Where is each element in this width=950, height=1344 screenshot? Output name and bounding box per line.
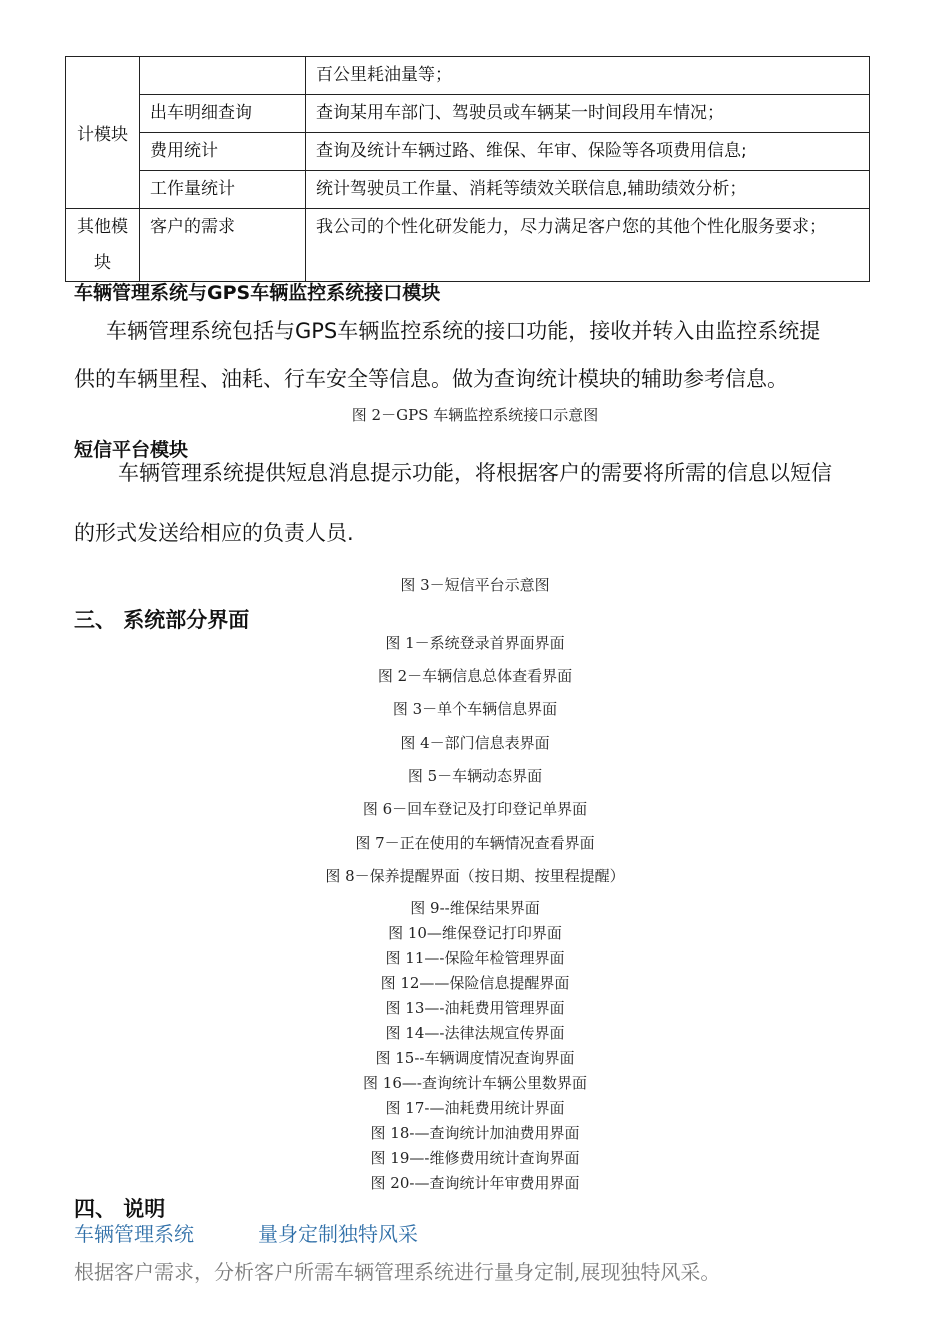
figure-caption: 图 5－车辆动态界面: [407, 767, 543, 785]
function-cell: 工作量统计: [140, 171, 306, 209]
tagline-right: 量身定制独特风采: [258, 1222, 418, 1246]
figure-caption: 图 13—-油耗费用管理界面: [385, 999, 565, 1017]
figure-caption: 图 7－正在使用的车辆情况查看界面: [355, 834, 595, 852]
gps-caption: 图 2－GPS 车辆监控系统接口示意图: [351, 406, 599, 424]
figure-caption: 图 16—-查询统计车辆公里数界面: [363, 1074, 587, 1092]
figure-caption: 图 6－回车登记及打印登记单界面: [362, 800, 588, 818]
figure-caption: 图 10—维保登记打印界面: [388, 924, 562, 942]
tagline-left: 车辆管理系统: [74, 1222, 194, 1246]
sms-heading: 短信平台模块: [74, 439, 189, 461]
description-cell: 百公里耗油量等；: [306, 57, 870, 95]
figure-caption: 图 20-—查询统计年审费用界面: [370, 1174, 580, 1192]
gps-heading: 车辆管理系统与GPS车辆监控系统接口模块: [74, 282, 441, 304]
sms-paragraph-line1: 车辆管理系统提供短息消息提示功能，将根据客户的需要将所需的信息以短信: [118, 461, 832, 485]
sms-paragraph-line2: 的形式发送给相应的负责人员.: [74, 521, 354, 545]
figure-caption: 图 17-—油耗费用统计界面: [385, 1099, 565, 1117]
gps-paragraph-line2: 供的车辆里程、油耗、行车安全等信息。做为查询统计模块的辅助参考信息。: [74, 367, 788, 391]
figure-caption: 图 9--维保结果界面: [410, 899, 540, 917]
function-cell: 费用统计: [140, 133, 306, 171]
figure-caption: 图 11—-保险年检管理界面: [385, 949, 565, 967]
figure-caption: 图 18-—查询统计加油费用界面: [370, 1124, 580, 1142]
description-cell: 查询某用车部门、驾驶员或车辆某一时间段用车情况；: [306, 95, 870, 133]
sms-caption: 图 3－短信平台示意图: [400, 576, 550, 594]
module-cell: 计模块: [66, 57, 140, 209]
section4-paragraph: 根据客户需求，分析客户所需车辆管理系统进行量身定制,展现独特风采。: [74, 1260, 721, 1284]
figure-caption: 图 12——保险信息提醒界面: [380, 974, 570, 992]
description-cell: 统计驾驶员工作量、消耗等绩效关联信息,辅助绩效分析；: [306, 171, 870, 209]
module-cell: 其他模块: [66, 209, 140, 282]
figure-caption: 图 8－保养提醒界面（按日期、按里程提醒）: [325, 867, 625, 885]
figure-caption: 图 1－系统登录首界面界面: [385, 634, 565, 652]
figure-caption: 图 14—-法律法规宣传界面: [385, 1024, 565, 1042]
figure-caption: 图 2－车辆信息总体查看界面: [377, 667, 573, 685]
figure-caption: 图 3－单个车辆信息界面: [392, 700, 558, 718]
figure-caption: 图 19—-维修费用统计查询界面: [370, 1149, 580, 1167]
section4-heading: 四、 说明: [74, 1197, 166, 1221]
figure-caption: 图 4－部门信息表界面: [400, 734, 550, 752]
description-cell: 我公司的个性化研发能力，尽力满足客户您的其他个性化服务要求；: [306, 209, 870, 282]
figure-caption: 图 15--车辆调度情况查询界面: [375, 1049, 575, 1067]
description-cell: 查询及统计车辆过路、维保、年审、保险等各项费用信息;: [306, 133, 870, 171]
function-cell: 出车明细查询: [140, 95, 306, 133]
function-cell: 客户的需求: [140, 209, 306, 282]
gps-paragraph-line1: 车辆管理系统包括与GPS车辆监控系统的接口功能，接收并转入由监控系统提: [106, 319, 821, 343]
section3-heading: 三、 系统部分界面: [74, 608, 250, 632]
